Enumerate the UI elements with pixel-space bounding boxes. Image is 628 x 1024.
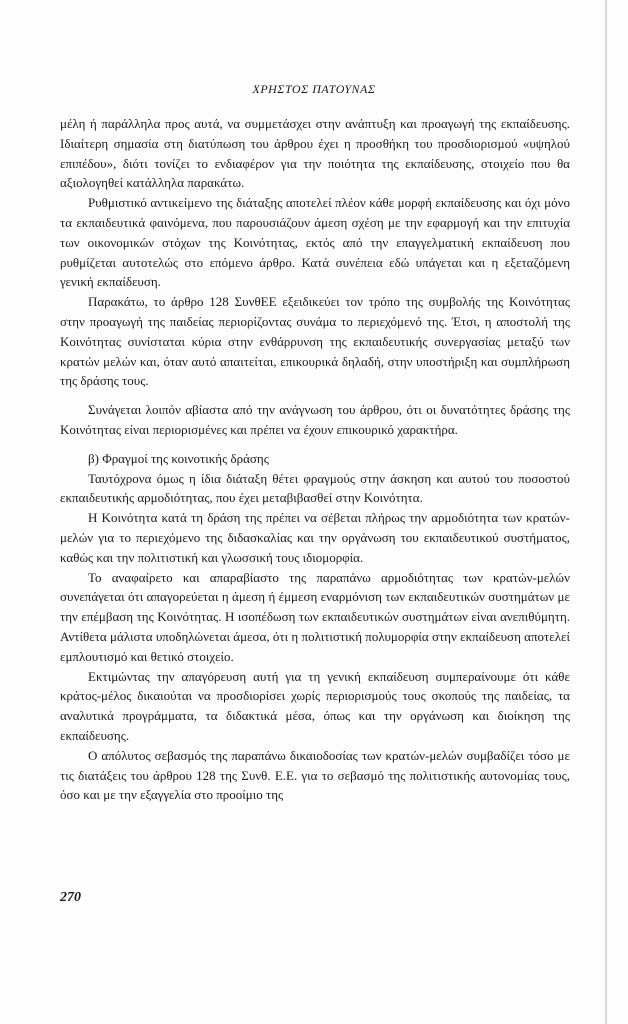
paragraph: Εκτιμώντας την απαγόρευση αυτή για τη γενική εκπαίδευση συμπεραίνουμε ότι κάθε κράτος-μέλος δικαιούται να προσδιορίσει χωρίς περιορισμούς τους σκοπούς της παιδείας, τα αναλυτικά προγράμματα, τα διδακτικά μέσα, όπως και την οργάνωση και διοίκηση της εκπαίδευσης. <box>60 668 570 743</box>
paragraph: Η Κοινότητα κατά τη δράση της πρέπει να σέβεται πλήρως την αρμοδιότητα των κρατών-μελών για το περιεχόμενο της διδασκαλίας και την οργάνωση του εκπαιδευτικού συστήματος, καθώς και την πολιτιστική και γλωσσική τους ιδιομορφία. <box>60 510 570 565</box>
running-head: ΧΡΗΣΤΟΣ ΠΑΤΟΥΝΑΣ <box>252 82 376 96</box>
paragraph: Ρυθμιστικό αντικείμενο της διάταξης αποτελεί πλέον κάθε μορφή εκπαίδευσης και όχι μόνο τα εκπαιδευτικά φαινόμενα, που παρουσιάζουν άμεση σχέση με την εφαρμογή και την επιτυχία των οικονομικών στόχων της Κοινότητας, εκτός από την επαγγελματική εκπαίδευση που ρυθμίζεται αυτοτελώς στο επόμενο άρθρο. Κατά συνέπεια εδώ υπάγεται και η εξεταζόμενη γενική εκπαίδευση. <box>60 195 570 290</box>
body-text <box>60 114 570 805</box>
paragraph: Ο απόλυτος σεβασμός της παραπάνω δικαιοδοσίας των κρατών-μελών συμβαδίζει τόσο με τις διατάξεις του άρθρου 128 της Συνθ. Ε.Ε. για το σεβασμό της πολιτιστικής αυτονομίας τους, όσο και με την εξαγγελία στο προοίμιο της <box>60 747 570 803</box>
paragraph: Συνάγεται λοιπόν αβίαστα από την ανάγνωση του άρθρου, ότι οι δυνατότητες δράσης της Κοινότητας είναι περιορισμένες και πρέπει να έχουν επικουρικό χαρακτήρα. <box>60 402 570 437</box>
paragraph: Το αναφαίρετο και απαραβίαστο της παραπάνω αρμοδιότητας των κρατών-μελών συνεπάγεται ότι απαγορεύεται η άμεση ή έμμεση εναρμόνιση των εκπαιδευτικών συστημάτων με την επέμβαση της Κοινότητας. Η ισοπέδωση των εκπαιδευτικών συστημάτων είναι ανεπιθύμητη. Αντίθετα μάλιστα υποδηλώνεται άμεσα, ότι η πολιτιστική πολυμορφία στην εκπαίδευση αποτελεί εμπλουτισμό και θετικό στοιχείο. <box>60 569 570 664</box>
section-subheading: β) Φραγμοί της κοινοτικής δράσης <box>88 450 269 466</box>
paragraph: Παρακάτω, το άρθρο 128 ΣυνθΕΕ εξειδικεύει τον τρόπο της συμβολής της Κοινότητας στην προαγωγή της παιδείας περιορίζοντας συνάμα το περιεχόμενό της. Έτσι, η αποστολή της Κοινότητας συνίσταται κύρια στην ενθάρρυνση της εκπαιδευτικής συνεργασίας μεταξύ των κρατών μελών και, όταν αυτό απαιτείται, επικουρικά δηλαδή, στην υποστήριξη και συμπλήρωση της δράσης τους. <box>60 294 570 389</box>
paragraph: μέλη ή παράλληλα προς αυτά, να συμμετάσχει στην ανάπτυξη και προαγωγή της εκπαίδευσης. Ιδιαίτερη σημασία στη διατύπωση του άρθρου έχει η προσθήκη του προσδιορισμού «υψηλού επιπέδου», διότι τονίζει το ενδιαφέρον για την ποιότητα της εκπαίδευσης, στοιχείο που θα αξιολογηθεί κατάλληλα παρακάτω. <box>60 116 570 191</box>
paragraph: Ταυτόχρονα όμως η ίδια διάταξη θέτει φραγμούς στην άσκηση και αυτού του ποσοστού εκπαιδευτικής αρμοδιότητας, που έχει μεταβιβασθεί στην Κοινότητα. <box>60 470 570 506</box>
page-edge-shadow <box>605 0 607 1024</box>
page-number: 270 <box>60 890 81 905</box>
